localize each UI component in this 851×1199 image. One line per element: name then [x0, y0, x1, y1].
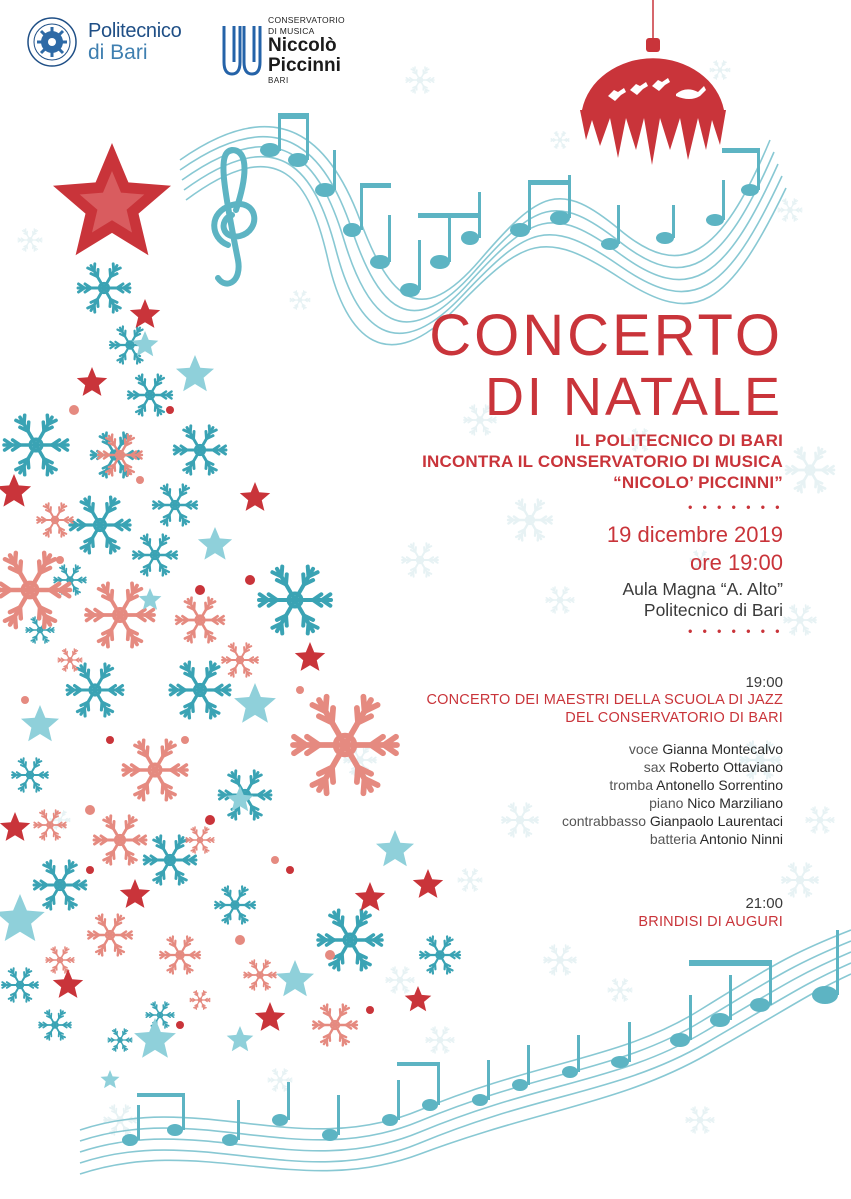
- snowflake-icon: [128, 375, 172, 416]
- lineup-role: tromba: [609, 777, 653, 793]
- snowflake-icon: [4, 415, 68, 474]
- star-icon: [276, 960, 314, 996]
- program-1-title-line2: DEL CONSERVATORIO DI BARI: [565, 710, 783, 726]
- star-icon: [0, 894, 45, 941]
- snowflake-icon: [94, 816, 146, 864]
- snowflake-icon: [86, 583, 154, 646]
- snowflake-icon: [244, 960, 276, 990]
- christmas-ornament-icon: [560, 0, 730, 180]
- snowflake-icon: [144, 836, 196, 884]
- star-icon: [376, 830, 414, 866]
- conservatorio-logo: [220, 16, 370, 96]
- cons-logo-line4: Piccinni: [268, 55, 341, 76]
- star-icon: [355, 882, 385, 911]
- cons-logo-line1: CONSERVATORIO: [268, 15, 345, 25]
- lineup-role: contrabbasso: [561, 813, 646, 829]
- star-icon: [0, 474, 31, 507]
- lineup-role: voce: [628, 741, 659, 757]
- snowflake-icon: [12, 758, 48, 791]
- star-icon: [130, 299, 160, 328]
- star-icon: [77, 367, 107, 396]
- poli-seal-icon: [26, 16, 78, 68]
- star-icon: [53, 969, 83, 998]
- snowflake-icon: [37, 503, 73, 536]
- program-2-title: BRINDISI DI AUGURI: [638, 914, 783, 930]
- star-icon: [227, 1026, 254, 1051]
- star-icon: [134, 1018, 176, 1058]
- snowflake-icon: [88, 915, 132, 956]
- snowflake-icon: [70, 497, 130, 553]
- star-icon: [413, 869, 443, 898]
- star-icon: [198, 527, 232, 560]
- poli-logo-line2: di Bari: [88, 41, 148, 64]
- star-icon: [234, 683, 276, 723]
- snowflake-icon: [186, 827, 214, 853]
- star-icon: [21, 705, 59, 741]
- snowflake-icon: [313, 1005, 357, 1046]
- snowflake-icon: [153, 485, 197, 526]
- snowflake-icon: [133, 535, 177, 576]
- snowflake-icon: [123, 740, 187, 799]
- lineup-row: [562, 794, 783, 812]
- snowflake-icon: [146, 1002, 174, 1028]
- program-1-time: 19:00: [745, 674, 783, 691]
- separator-bottom: • • • • • • •: [688, 624, 783, 638]
- politecnico-logo: [26, 14, 226, 70]
- title-line1: CONCERTO: [429, 303, 783, 368]
- subtitle-line1: IL POLITECNICO DI BARI: [574, 431, 783, 450]
- lineup-row: [562, 812, 783, 830]
- event-date: 19 dicembre 2019: [606, 522, 783, 547]
- lineup-name: Gianna Montecalvo: [662, 741, 783, 757]
- lineup-row: [562, 776, 783, 794]
- snowflake-icon: [420, 936, 460, 973]
- lineup-name: Antonello Sorrentino: [656, 777, 783, 793]
- lineup-row: [562, 740, 783, 758]
- lineup-name: Gianpaolo Laurentaci: [649, 813, 783, 829]
- snowflake-icon: [170, 662, 230, 718]
- star-icon: [120, 879, 150, 908]
- star-icon: [101, 1070, 120, 1088]
- snowflake-icon: [34, 810, 66, 840]
- snowflake-icon: [293, 697, 397, 794]
- subtitle-line2: INCONTRA IL CONSERVATORIO DI MUSICA: [422, 452, 783, 471]
- poli-logo-line1: Politecnico: [88, 20, 182, 42]
- snowflake-icon: [318, 910, 382, 969]
- snowflake-icon: [176, 598, 224, 643]
- lineup-row: [562, 830, 783, 848]
- subtitle-line3: “NICOLO’ PICCINNI”: [613, 473, 783, 492]
- cons-logo-line3: Niccolò: [268, 35, 337, 56]
- snowflake-icon: [46, 947, 74, 973]
- snowflake-icon: [190, 991, 210, 1010]
- star-icon: [405, 986, 432, 1011]
- snowflake-icon: [174, 426, 226, 474]
- star-icon: [255, 1002, 285, 1031]
- snowflake-icon: [160, 936, 200, 973]
- event-place: Politecnico di Bari: [643, 600, 783, 620]
- program-1-title-line1: CONCERTO DEI MAESTRI DELLA SCUOLA DI JAZZ: [426, 692, 783, 708]
- lineup-role: batteria: [649, 831, 697, 847]
- separator-top: • • • • • • •: [688, 500, 783, 514]
- title-line2: DI NATALE: [484, 367, 783, 427]
- star-icon: [240, 482, 270, 511]
- snowflake-icon: [0, 553, 70, 627]
- snowflake-icon: [222, 643, 258, 676]
- star-icon: [176, 355, 214, 391]
- program-2-time: 21:00: [745, 895, 783, 912]
- conservatorio-mark-icon: [220, 22, 262, 82]
- snowflake-icon: [67, 664, 123, 716]
- event-time: ore 19:00: [690, 550, 783, 575]
- snowflake-icon: [108, 1029, 132, 1051]
- snowflake-icon: [219, 771, 271, 819]
- star-icon: [0, 812, 30, 841]
- snowflake-icon: [2, 968, 38, 1001]
- star-icon: [295, 642, 325, 671]
- snowflake-icon: [259, 567, 331, 634]
- snowflake-icon: [34, 861, 86, 909]
- lineup-name: Antonio Ninni: [699, 831, 783, 847]
- snowflake-icon: [78, 264, 130, 312]
- star-icon: [139, 588, 162, 610]
- lineup-list: [562, 740, 783, 848]
- event-venue: Aula Magna “A. Alto”: [622, 579, 783, 599]
- lineup-name: Nico Marziliano: [687, 795, 783, 811]
- lineup-name: Roberto Ottaviano: [669, 759, 783, 775]
- lineup-role: sax: [643, 759, 666, 775]
- lineup-role: piano: [649, 795, 684, 811]
- cons-logo-line2: DI MUSICA: [268, 25, 315, 36]
- snowflake-icon: [39, 1010, 71, 1040]
- cons-logo-line5: BARI: [268, 76, 289, 85]
- lineup-row: [562, 758, 783, 776]
- snowflake-icon: [215, 886, 255, 923]
